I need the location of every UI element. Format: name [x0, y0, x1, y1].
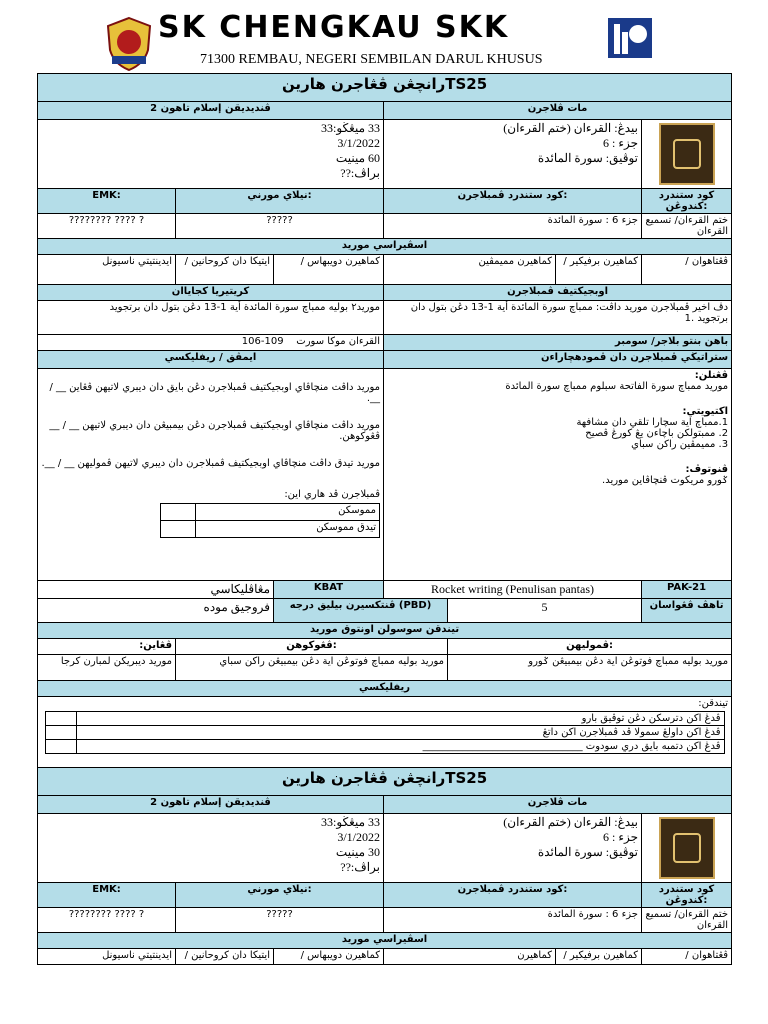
learning-standard-label: كود ستندرد ڤمبلاجرن:: [384, 189, 642, 214]
aspirasi-item: ايدينتيتي ناسيونل: [38, 255, 176, 285]
content-standard-value: ختم القرءان/ تسميع القرءان: [642, 214, 732, 239]
aspirasi-item: كماهيرن دويبهاس /: [274, 255, 384, 285]
learning-standard-value: جزء 6 : سورة المائدة: [384, 908, 642, 933]
reflection-cell: تيندقن: ڤدڠ اكن دترسكن دڠن توڤيق بارو ڤدڠ اكن داولڠ سمولا ڤد ڤمبلاجرن اكن داتڠ ڤدڠ اكن دتمبه بايق دري سودوت ________________________________: [38, 697, 732, 771]
tp-value: 5: [448, 599, 642, 623]
aspirasi-label: اسڤيراسي موريد: [38, 239, 732, 255]
ts25-logo: [608, 18, 652, 66]
pak21-value: Rocket writing (Penulisan pantas): [384, 581, 642, 599]
aspirasi-item: ايتيكا دان كروحانين /: [176, 949, 274, 965]
subject-label: مات ڤلاجرن: [384, 102, 732, 120]
school-address: 71300 REMBAU, NEGERI SEMBILAN DARUL KHUSUS: [200, 52, 543, 67]
lesson-plan-1: [37, 73, 732, 771]
class-label: ڤنديديقن إسلام تاهون 2: [38, 102, 384, 120]
content-standard-value: ختم القرءان/ تسميع القرءان: [642, 908, 732, 933]
strategy-cell: ڤڠنلن: موريد ممباچ سورة الفاتحة سبلوم ممباچ سورة المائدة اکتيويتي: 1.ممباچ اية سچارا تلقي دان مشافهة 2. ممبتولكن باچاءن يڠ كورڠ ڤصيح 3. مميمڤين راكن سباي ڤنوتوڤ: ݢورو مريكوت ڤنچاڤاين موريد.: [384, 369, 732, 581]
subject-label: مات ڤلاجرن: [384, 796, 732, 814]
resource-label: باهن بنتو بلاجر/ سومبر: [384, 335, 732, 351]
kbat-label: KBAT: [274, 581, 384, 599]
aspirasi-item: كماهيرن مميمڤين: [384, 255, 556, 285]
values-label: نيلاي مورني:: [176, 883, 384, 908]
pbd-label: ڤنتكسيرن بيليق درجه (PBD): [274, 599, 448, 623]
pbd-value: فروجيق موده: [38, 599, 274, 623]
aspirasi-item: كماهيرن برفيكير /: [556, 255, 642, 285]
aspirasi-item: كماهيرن: [384, 949, 556, 965]
emk-value: ???????? ???? ?: [38, 214, 176, 239]
objective-label: اوبجيكتيف ڤمبلاجرن: [384, 285, 732, 301]
class-label: ڤنديديقن إسلام تاهون 2: [38, 796, 384, 814]
criteria-text: موريد٢ بوليه ممباچ سورة المائدة أية 1-13 دڠن بتول دان برتجويد: [38, 301, 384, 335]
school-crest-logo: [104, 16, 154, 72]
emk-label: EMK:: [38, 883, 176, 908]
plan-title: رانچڠن ڤڠاجرن هارينTS25: [38, 74, 732, 102]
emk-label: EMK:: [38, 189, 176, 214]
lesson-plan-2: [37, 767, 732, 965]
quran-image: [642, 120, 732, 189]
strategy-label: ستراتيڬي ڤمبلاجرن دان ڤمودهچاراءن: [384, 351, 732, 369]
topic-info: بيدڠ: القرءان (ختم القرءان) جزء : 6 توڤيق: سورة المائدة: [384, 814, 642, 883]
class-info: 33 ميڠڬو:33 3/1/2022 60 مينيت براڤ:??: [38, 120, 384, 189]
enrichment-value: موريد ديبريكن لمبارن كرجا: [38, 655, 176, 681]
reflection-table: ڤدڠ اكن دترسكن دڠن توڤيق بارو ڤدڠ اكن داولڠ سمولا ڤد ڤمبلاجرن اكن داتڠ ڤدڠ اكن دتمبه بايق دري سودوت ________________________________: [45, 711, 725, 754]
learning-standard-label: كود ستندرد ڤمبلاجرن:: [384, 883, 642, 908]
kbat-value: مڠاڤليكاسي: [38, 581, 274, 599]
mastery-table: مموسكن تيدق مموسكن: [160, 503, 380, 538]
plan-title: رانچڠن ڤڠاجرن هارينTS25: [38, 768, 732, 796]
content-standard-label: كود ستندرد كندوڠن:: [642, 883, 732, 908]
aspirasi-item: كماهيرن برفيكير /: [556, 949, 642, 965]
class-info: 33 ميڠڬو:33 3/1/2022 30 مينيت براڤ:??: [38, 814, 384, 883]
aspirasi-label: اسڤيراسي موريد: [38, 933, 732, 949]
content-standard-label: كود ستندرد كندوڠن:: [642, 189, 732, 214]
tp-label: تاهڤ ڤڠواسان: [642, 599, 732, 623]
impact-cell: موريد داڤت منچاڤاي اوبجيكتيف ڤمبلاجرن دڠن بايق دان ديبري لاتيهن ڤڠاين __ / __. موريد داڤت منچاڤاي اوبجيكتيف ڤمبلاجرن دڠن بيمبيڠن دان ديبري لاتيهن __ / __ ڤڠوكوهن. موريد تيدق داڤت منچاڤاي اوبجيكتيف ڤمبلاجرن دان ديبري لاتيهن ڤموليهن __ / __. ڤمبلاجرن ڤد هاري اين: مموسكن تيدق مموسكن: [38, 369, 384, 581]
enrichment-label: ڤڠاين:: [38, 639, 176, 655]
learning-standard-value: جزء 6 : سورة المائدة: [384, 214, 642, 239]
values-value: ?????: [176, 214, 384, 239]
reflection-label: ريفليكسي: [38, 681, 732, 697]
remedial-value: موريد بوليه ممباچ فوتوڠن اية دڠن بيمبيڠن ݢورو: [448, 655, 732, 681]
resource-value: القرءان موكا سورت 109-106: [38, 335, 384, 351]
aspirasi-item: ايدينتيتي ناسيونل: [38, 949, 176, 965]
aspirasi-item: ڤڠتاهوان /: [642, 949, 732, 965]
quran-image: [642, 814, 732, 883]
diverse-label: تيندقن سوسولن اونتوق موريد: [38, 623, 732, 639]
values-label: نيلاي مورني:: [176, 189, 384, 214]
reinforcement-label: ڤڠوكوهن:: [176, 639, 448, 655]
pak21-label: PAK-21: [642, 581, 732, 599]
topic-info: بيدڠ: القرءان (ختم القرءان) جزء : 6 توڤيق: سورة المائدة: [384, 120, 642, 189]
school-name: SK CHENGKAU SKK: [158, 10, 510, 45]
remedial-label: ڤموليهن:: [448, 639, 732, 655]
criteria-label: كريتيريا كجاياان: [38, 285, 384, 301]
reinforcement-value: موريد بوليه ممباچ فوتوڠن اية دڠن بيمبيڠن راكن سباي: [176, 655, 448, 681]
emk-value: ???????? ???? ?: [38, 908, 176, 933]
aspirasi-item: كماهيرن دويبهاس /: [274, 949, 384, 965]
aspirasi-item: ايتيكا دان كروحانين /: [176, 255, 274, 285]
impact-label: ايمڤق / ريفليكسي: [38, 351, 384, 369]
aspirasi-item: ڤڠتاهوان /: [642, 255, 732, 285]
values-value: ?????: [176, 908, 384, 933]
objective-text: دڤ اخير ڤمبلاجرن موريد داڤت: ممباچ سورة المائدة أية 1-13 دڠن بتول دان برتجويد .1: [384, 301, 732, 335]
